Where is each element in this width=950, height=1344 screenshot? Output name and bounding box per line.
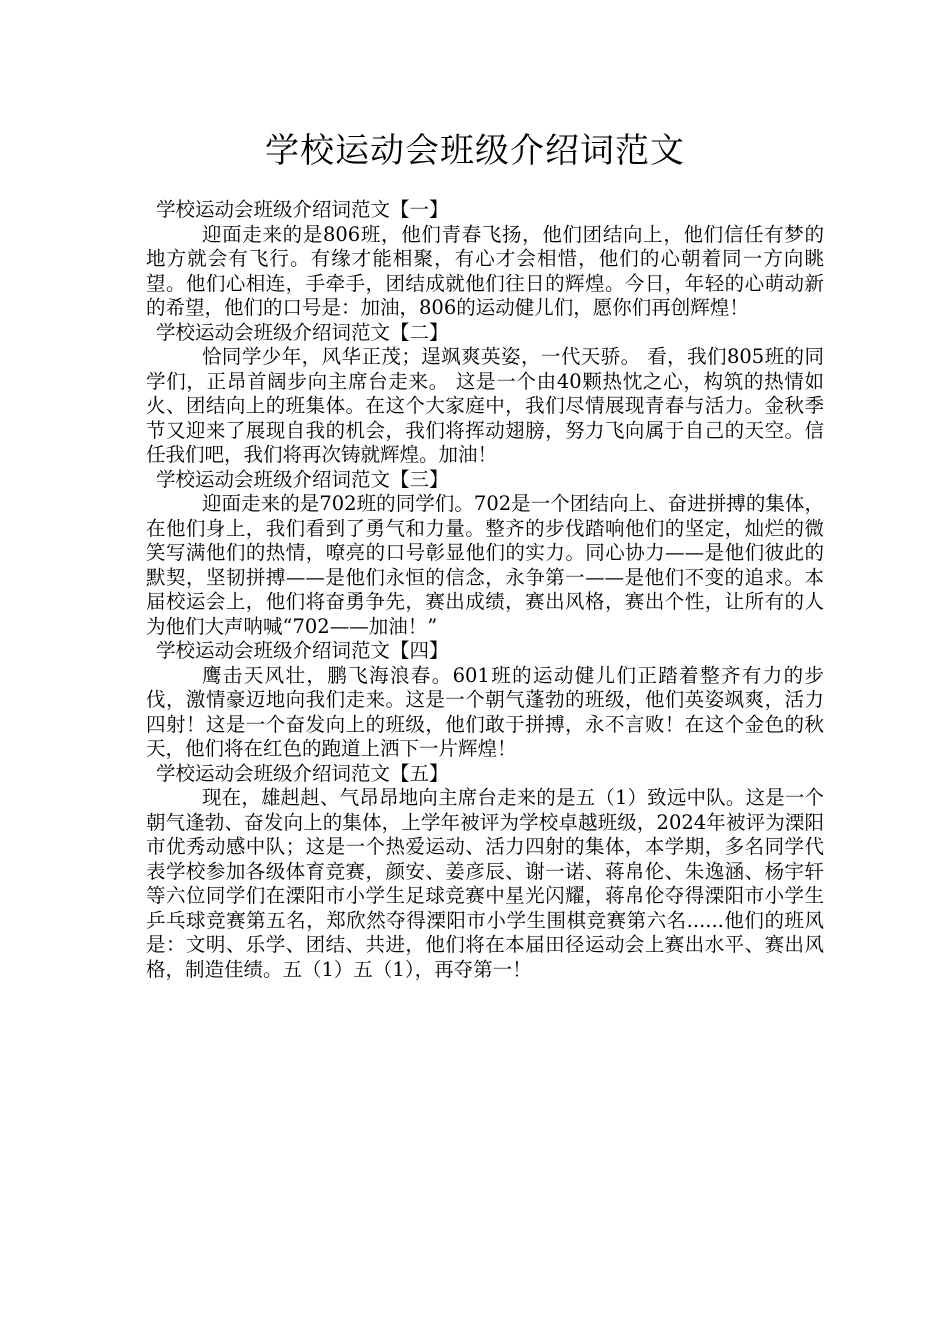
section-heading-3: 学校运动会班级介绍词范文【三】 bbox=[156, 467, 449, 491]
section-heading-5: 学校运动会班级介绍词范文【五】 bbox=[156, 761, 449, 785]
document-title: 学校运动会班级介绍词范文 bbox=[265, 131, 685, 171]
section-heading-4: 学校运动会班级介绍词范文【四】 bbox=[156, 639, 449, 662]
section-paragraph-5: 现在，雄赳赳、气昂昂地向主席台走来的是五（1）致远中队。这是一个朝气逢勃、奋发向上的集体，上学年被评为学校卓越班级，2024年被评为溧阳市优秀动感中队；这是一个热爱运动、活力四射的集体，本学期，多名同学代表学校参加各级体育竞赛，颜安、姜彦辰、谢一诺、蒋帛伦、朱逸涵、杨宇轩等六位同学们在溧阳市小学生足球竞赛中星光闪耀，蒋帛伦夺得溧阳市小学生乒乓球竞赛第五名，郑欣然夺得溧阳市小学生围棋竞赛第六名......他们的班风是：文明、乐学、团结、共进，他们将在本届田径运动会上赛出水平、赛出风格，制造佳绩。五（1）五（1），再夺第一！ bbox=[146, 786, 824, 981]
section-paragraph-3: 迎面走来的是702班的同学们。702是一个团结向上、奋进拼搏的集体，在他们身上，我们看到了勇气和力量。整齐的步伐踏响他们的坚定，灿烂的微笑写满他们的热情，嘹亮的口号彰显他们的实力。同心协力——是他们彼此的默契，坚韧拼搏——是他们永恒的信念，永争第一——是他们不变的追求。本届校运会上，他们将奋勇争先，赛出成绩，赛出风格，赛出个性，让所有的人为他们大声呐喊“702——加油！” bbox=[146, 492, 824, 638]
section-paragraph-1: 迎面走来的是806班，他们青春飞扬，他们团结向上，他们信任有梦的地方就会有飞行。有缘才能相聚，有心才会相惜，他们的心朝着同一方向眺望。他们心相连，手牵手，团结成就他们往日的辉煌。今日，年轻的心萌动新的希望，他们的口号是：加油，806的运动健儿们，愿你们再创辉煌！ bbox=[146, 222, 824, 319]
section-paragraph-4: 鹰击天风壮，鹏飞海浪春。601班的运动健儿们正踏着整齐有力的步伐，激情豪迈地向我们走来。这是一个朝气蓬勃的班级，他们英姿飒爽，活力四射！这是一个奋发向上的班级，他们敢于拼搏，永不言败！在这个金色的秋天，他们将在红色的跑道上洒下一片辉煌！ bbox=[146, 663, 824, 760]
section-heading-1: 学校运动会班级介绍词范文【一】 bbox=[156, 198, 449, 221]
document-body bbox=[146, 198, 824, 982]
section-heading-2: 学校运动会班级介绍词范文【二】 bbox=[156, 320, 449, 344]
section-paragraph-2: 恰同学少年，风华正茂；逞飒爽英姿，一代天骄。 看，我们805班的同学们，正昂首阔步向主席台走来。 这是一个由40颗热忱之心，构筑的热情如火、团结向上的班集体。在这个大家庭中，我们尽情展现青春与活力。金秋季节又迎来了展现自我的机会，我们将挥动翅膀，努力飞向属于自己的天空。信任我们吧，我们将再次铸就辉煌。加油！ bbox=[146, 345, 824, 466]
